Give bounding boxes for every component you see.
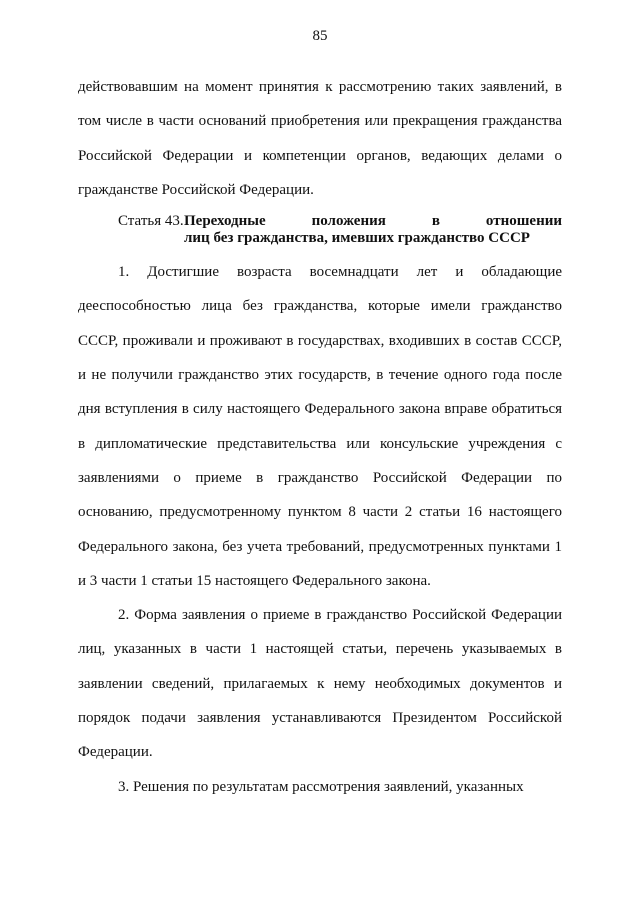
page-number: 85 xyxy=(312,28,328,44)
article-title-line-2: лиц без гражданства, имевших гражданство СССР xyxy=(184,230,530,247)
article-heading xyxy=(78,213,562,251)
document-body xyxy=(78,70,562,804)
article-label: Статья 43. xyxy=(118,213,184,230)
paragraph-3: 3. Решения по результатам рассмотрения заявлений, указанных xyxy=(118,778,524,795)
paragraph-1: 1. Достигшие возраста восемнадцати лет и обладающие дееспособностью лица без гражданства, которые имели гражданство СССР, проживали и проживают в государствах, входивших в состав СССР, и не получили гражданство этих государств, в течение одного года после дня вступления в силу настоящего Федерального закона вправе обратиться в дипломатические представительства или консульские учреждения с заявлениями о приеме в гражданство Российской Федерации по основанию, предусмотренному пунктом 8 части 2 статьи 16 настоящего Федерального закона, без учета требований, предусмотренных пунктами 1 и 3 части 1 статьи 15 настоящего Федерального закона. xyxy=(78,264,562,589)
article-title-line-1: Переходные положения в отношении xyxy=(184,213,562,230)
article-title xyxy=(184,213,562,247)
paragraph-2: 2. Форма заявления о приеме в гражданство Российской Федерации лиц, указанных в части 1 настоящей статьи, перечень указываемых в заявлении сведений, прилагаемых к нему необходимых документов и порядок подачи заявления устанавливаются Президентом Российской Федерации. xyxy=(78,607,562,761)
intro-paragraph: действовавшим на момент принятия к рассмотрению таких заявлений, в том числе в части оснований приобретения или прекращения гражданства Российской Федерации и компетенции органов, ведающих делами о гражданстве Российской Федерации. xyxy=(78,79,562,198)
